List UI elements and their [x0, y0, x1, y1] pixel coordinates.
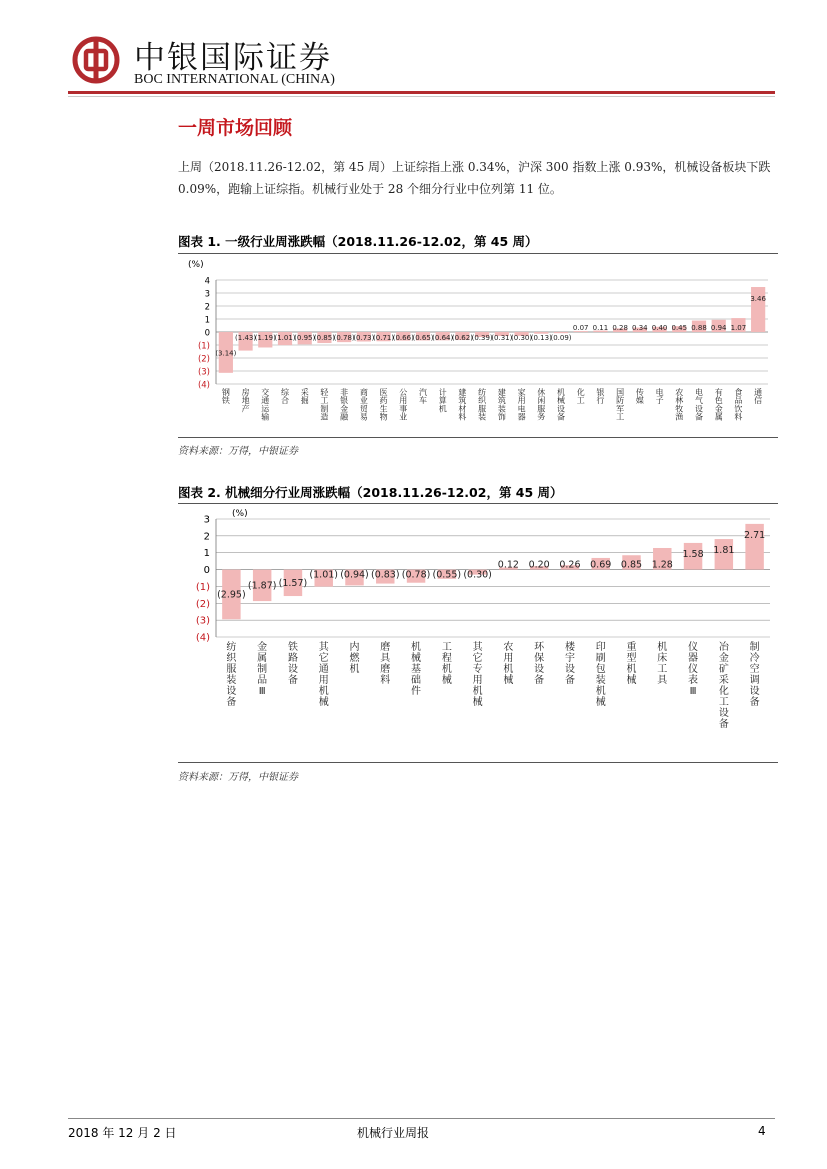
bar-value-label: (1.87) [247, 580, 277, 592]
bar-value-label: (1.57) [278, 577, 308, 589]
y-tick-label: 3 [203, 514, 210, 526]
figure2-source: 资料来源：万得，中银证券 [178, 772, 298, 783]
bar-value-label: (1.19) [254, 334, 276, 342]
category-label: 其它通用机械 [318, 642, 329, 708]
y-tick-label: (4) [197, 380, 210, 391]
footer-title: 机械行业周报 [357, 1126, 430, 1140]
brand-name-en: BOC INTERNATIONAL (CHINA) [134, 72, 335, 87]
category-label: 楼宇设备 [564, 642, 575, 686]
category-label: 钢铁 [221, 388, 230, 406]
category-label: 公用事业 [399, 388, 408, 422]
category-label: 非银金融 [340, 388, 349, 422]
category-label: 医药生物 [379, 388, 388, 422]
category-label: 计算机 [438, 388, 447, 414]
y-axis-unit-label: (%) [188, 260, 204, 270]
bar-value-label: 1.28 [651, 559, 673, 571]
bar-value-label: 1.81 [713, 545, 735, 557]
y-axis-unit-label: (%) [232, 509, 248, 519]
bar-value-label: (0.78) [333, 334, 355, 342]
category-label: 汽车 [419, 388, 427, 406]
category-label: 纺织服装 [478, 388, 487, 422]
footer-date: 2018 年 12 月 2 日 [68, 1126, 177, 1140]
y-tick-label: 0 [203, 565, 210, 577]
category-label: 采掘 [300, 388, 309, 406]
category-label: 纺织服装设备 [226, 642, 237, 708]
figure2-bottom-rule [178, 762, 778, 763]
category-label: 休闲服务 [537, 388, 546, 422]
bar-value-label: (0.83) [370, 569, 400, 581]
y-tick-label: 1 [204, 315, 210, 326]
y-tick-label: (2) [197, 354, 210, 365]
y-tick-label: (2) [195, 598, 210, 610]
bar-value-label: 0.26 [559, 559, 581, 571]
category-label: 冶金矿采化工设备 [718, 642, 729, 730]
category-label: 交通运输 [261, 388, 270, 422]
y-tick-label: 2 [203, 531, 210, 543]
bar-value-label: 0.40 [651, 324, 668, 332]
bar-value-label: (1.01) [309, 569, 339, 581]
category-label: 电气设备 [695, 388, 703, 422]
bar-value-label: (0.55) [432, 569, 462, 581]
bar-value-label: 0.94 [710, 324, 727, 332]
category-label: 磨具磨料 [380, 642, 391, 686]
category-label: 通信 [754, 388, 763, 406]
y-tick-label: (1) [195, 581, 210, 593]
bar-value-label: 0.85 [620, 559, 643, 571]
bar-value-label: (0.64) [432, 334, 454, 342]
figure1-source: 资料来源：万得，中银证券 [178, 446, 298, 457]
category-label: 有色金属 [714, 388, 723, 422]
page-number: 4 [758, 1124, 766, 1138]
category-label: 银行 [596, 388, 605, 406]
y-tick-label: (4) [195, 632, 210, 644]
category-label: 国防军工 [616, 388, 625, 422]
category-label: 工程机械 [441, 642, 452, 686]
category-label: 机床工具 [657, 642, 668, 686]
category-label: 内燃机 [349, 642, 360, 675]
bar-value-label: (0.31) [491, 334, 513, 342]
figure1-title: 图表 1. 一级行业周涨跌幅（2018.11.26-12.02，第 45 周） [178, 234, 538, 249]
category-label: 电子 [655, 388, 664, 406]
header-rule-thin [68, 96, 775, 97]
section-title: 一周市场回顾 [178, 117, 293, 139]
bar-value-label: 0.11 [592, 324, 609, 332]
bar-value-label: (0.30) [463, 569, 492, 581]
bar-value-label: (1.43) [235, 334, 257, 342]
bar-value-label: (0.71) [373, 334, 395, 342]
category-label: 农林牧渔 [675, 388, 684, 422]
bar-value-label: (2.95) [217, 589, 246, 601]
bar-value-label: (0.85) [313, 334, 335, 342]
bar-value-label: 0.34 [632, 324, 648, 332]
bar-value-label: 0.28 [612, 324, 628, 332]
bar-value-label: (0.95) [294, 334, 316, 342]
y-tick-label: (3) [197, 367, 210, 378]
bar-value-label: (0.39) [471, 334, 493, 342]
category-label: 仪器仪表 Ⅲ [688, 642, 699, 697]
category-label: 制冷空调设备 [749, 642, 760, 708]
bar-value-label: (0.30) [511, 334, 533, 342]
bar-value-label: 2.71 [744, 529, 766, 541]
figure1-chart [178, 255, 778, 435]
y-tick-label: 0 [204, 328, 210, 339]
footer-rule [68, 1118, 775, 1119]
bar-value-label: (0.65) [412, 334, 434, 342]
bar-value-label: 0.07 [572, 324, 589, 332]
category-label: 商业贸易 [359, 388, 368, 422]
figure2-title: 图表 2. 机械细分行业周涨跌幅（2018.11.26-12.02，第 45 周） [178, 485, 563, 500]
bar-value-label: 1.58 [682, 548, 704, 560]
category-label: 建筑材料 [458, 388, 467, 422]
category-label: 金属制品 Ⅲ [257, 642, 268, 697]
bar-value-label: 0.69 [590, 559, 612, 571]
brand-name-cn: 中银国际证券 [134, 40, 332, 76]
category-label: 其它专用机械 [472, 642, 483, 708]
category-label: 环保设备 [534, 642, 545, 686]
figure2-chart [178, 505, 778, 760]
category-label: 印刷包装机械 [595, 642, 606, 708]
bar [751, 287, 765, 332]
y-tick-label: 2 [204, 302, 210, 313]
y-tick-label: 4 [204, 276, 210, 287]
boc-logo-icon [72, 36, 120, 84]
category-label: 建筑装饰 [497, 388, 506, 422]
bar-value-label: 0.45 [671, 324, 688, 332]
figure1-top-rule [178, 253, 778, 254]
category-label: 化工 [576, 388, 585, 406]
category-label: 房地产 [241, 388, 250, 414]
bar-value-label: 0.88 [691, 324, 707, 332]
category-label: 综合 [281, 388, 289, 406]
bar-value-label: 0.12 [497, 559, 519, 571]
category-label: 家用电器 [517, 388, 526, 422]
category-label: 轻工制造 [320, 388, 329, 422]
category-label: 重型机械 [626, 642, 637, 686]
y-tick-label: (3) [195, 615, 210, 627]
bar-value-label: 1.07 [730, 324, 747, 332]
category-label: 农用机械 [503, 642, 514, 686]
bar-value-label: (0.09) [550, 334, 572, 342]
summary-paragraph: 上周（2018.11.26-12.02，第 45 周）上证综指上涨 0.34%，沪深 300 指数上涨 0.93%，机械设备板块下跌 0.09%，跑输上证综指。机械行业处于 28 个细分行业中位列第 11 位。 [178, 160, 771, 196]
bar-value-label: (3.14) [215, 349, 237, 358]
bar-value-label: (0.94) [340, 569, 369, 581]
bar-value-label: 3.46 [750, 295, 766, 304]
figure2-top-rule [178, 503, 778, 504]
category-label: 铁路设备 [287, 642, 298, 686]
bar-value-label: (0.73) [353, 334, 375, 342]
bar-value-label: (0.66) [392, 334, 414, 342]
category-label: 食品饮料 [734, 388, 743, 422]
header-rule [68, 91, 775, 94]
y-tick-label: (1) [197, 341, 210, 352]
bar-value-label: (0.78) [401, 569, 431, 581]
bar-value-label: (0.62) [451, 334, 473, 342]
category-label: 传媒 [635, 388, 644, 406]
y-tick-label: 1 [203, 548, 210, 560]
y-tick-label: 3 [204, 289, 210, 300]
bar-value-label: (1.01) [274, 334, 296, 342]
bar [554, 332, 568, 333]
bar-value-label: 0.20 [528, 559, 550, 571]
category-label: 机械设备 [557, 388, 565, 422]
category-label: 机械基础件 [411, 642, 422, 697]
bar-value-label: (0.13) [530, 334, 552, 342]
figure1-bottom-rule [178, 437, 778, 438]
